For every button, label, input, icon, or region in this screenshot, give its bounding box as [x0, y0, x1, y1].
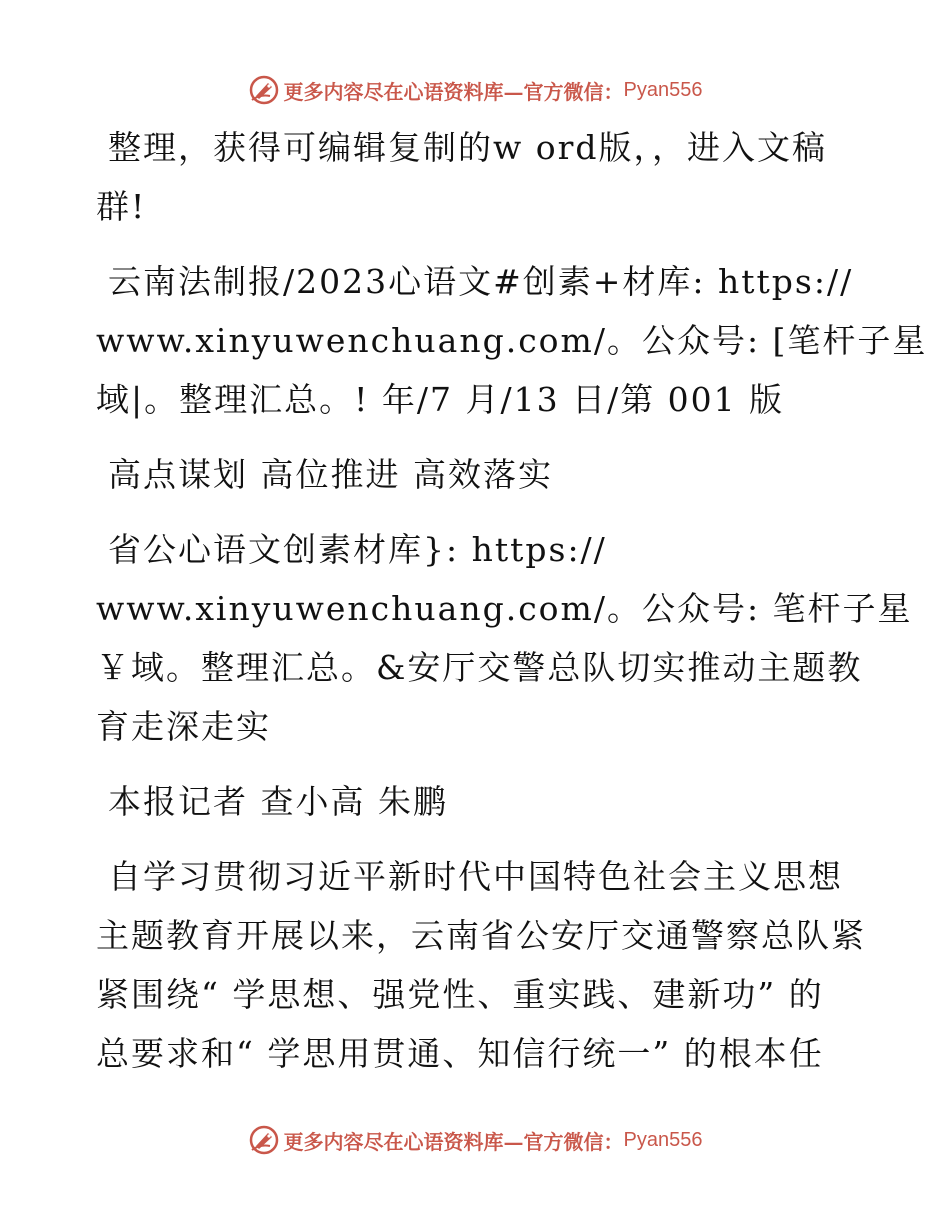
text-line: www.xinyuwenchuang.com/。公众号: [笔杆子星	[96, 321, 928, 360]
text-line: 群!	[96, 187, 147, 226]
paragraph-source	[96, 252, 928, 429]
paragraph-byline	[96, 772, 856, 831]
text-line: 主题教育开展以来，云南省公安厅交通警察总队紧	[96, 916, 866, 955]
paragraph-headline	[96, 445, 856, 504]
text-line: 域|。整理汇总。! 年/7 月/13 日/第 001 版	[96, 380, 785, 419]
paragraph-intro	[96, 118, 856, 236]
banner-wechat-id: Pyan556	[623, 1128, 703, 1151]
paragraph-subheadline	[96, 520, 913, 756]
text-line: 育走深走实	[96, 707, 271, 746]
text-line: 云南法制报/2023心语文#创素+材库: https://	[108, 262, 854, 301]
text-line: 紧围绕“ 学思想、强党性、重实践、建新功” 的	[96, 975, 824, 1014]
text-line: 自学习贯彻习近平新时代中国特色社会主义思想	[108, 857, 843, 896]
pen-nib-logo-icon	[248, 1124, 280, 1156]
header-watermark-banner	[0, 70, 950, 110]
text-line: 整理，获得可编辑复制的w ord版，，进入文稿	[108, 128, 828, 167]
text-line: 本报记者 查小高 朱鹏	[108, 782, 448, 821]
document-body	[96, 118, 928, 1083]
text-line: 省公心语文创素材库}: https://	[108, 530, 607, 569]
text-line: www.xinyuwenchuang.com/。公众号: 笔杆子星	[96, 589, 913, 628]
banner-text: 更多内容尽在心语资料库—官方微信：	[283, 1129, 624, 1154]
text-line: 高点谋划 高位推进 高效落实	[108, 455, 553, 494]
text-line: 总要求和“ 学思用贯通、知信行统一” 的根本任	[96, 1034, 824, 1073]
footer-watermark-banner	[0, 1120, 950, 1160]
text-line: ￥域。整理汇总。&安厅交警总队切实推动主题教	[96, 648, 863, 687]
banner-wechat-id: Pyan556	[623, 78, 703, 101]
banner-text: 更多内容尽在心语资料库—官方微信：	[283, 79, 624, 104]
paragraph-body	[96, 847, 866, 1083]
pen-nib-logo-icon	[248, 74, 280, 106]
